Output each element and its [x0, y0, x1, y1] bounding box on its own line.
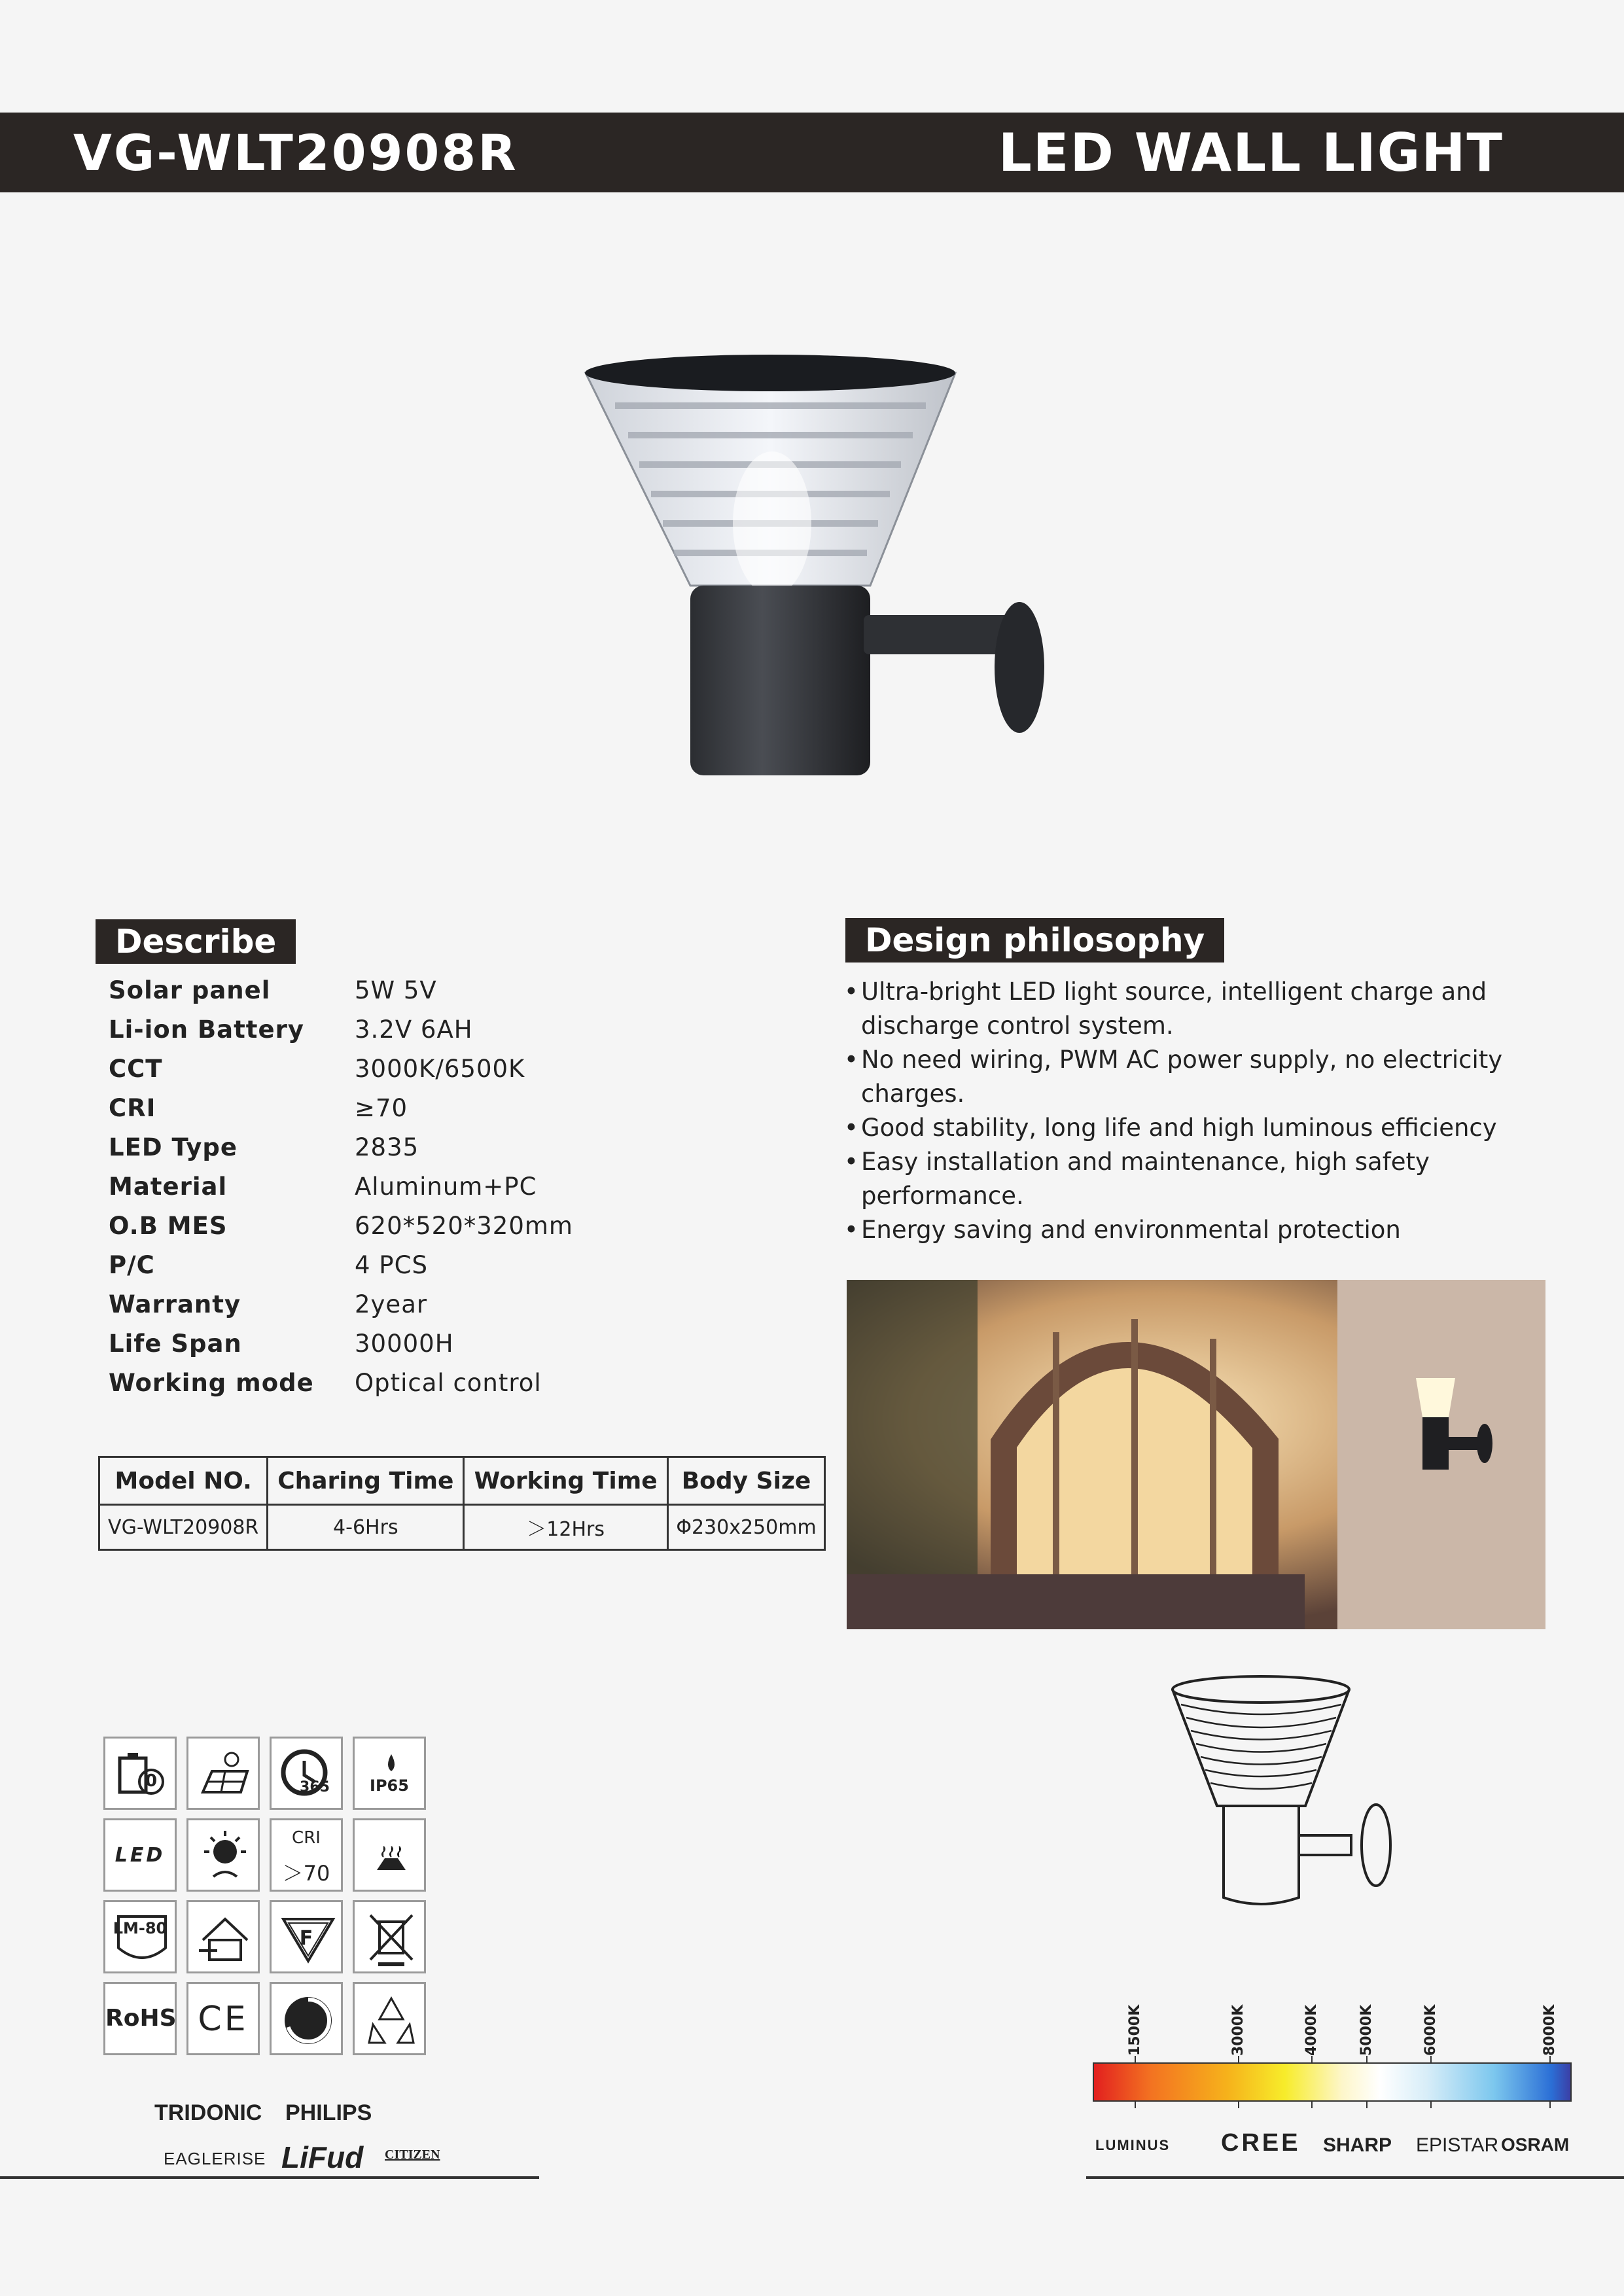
cct-tick-label: 8000K	[1542, 2004, 1558, 2056]
table-cell: ＞12Hrs	[464, 1505, 668, 1550]
cct-tick-label: 6000K	[1422, 2004, 1439, 2056]
icon-label: LED	[115, 1844, 166, 1867]
spec-value: 3000K/6500K	[355, 1055, 525, 1083]
brand-citizen: CITIZEN	[385, 2147, 440, 2162]
spec-label: Li-ion Battery	[109, 1016, 304, 1044]
brand-philips: PHILIPS	[285, 2100, 372, 2125]
table-header: Model NO.	[99, 1457, 268, 1505]
line-drawing	[1165, 1675, 1400, 1924]
green-dot-icon-glyph	[272, 1984, 345, 2057]
heat-dissipation-icon	[353, 1818, 426, 1892]
spec-value: 5W 5V	[355, 976, 437, 1004]
spec-label: P/C	[109, 1251, 155, 1279]
divider-left	[0, 2176, 539, 2179]
brand-epistar: EPISTAR	[1416, 2134, 1499, 2156]
icon-sublabel: ＞70	[282, 1861, 330, 1886]
cct-color-bar	[1093, 2062, 1572, 2102]
table-header: Body Size	[668, 1457, 825, 1505]
365-days-icon	[270, 1737, 343, 1810]
spec-value: Optical control	[355, 1369, 542, 1397]
spec-value: 4 PCS	[355, 1251, 428, 1279]
icon-label: F	[299, 1927, 313, 1950]
lm80-icon-glyph	[105, 1902, 179, 1975]
solar-panel-icon-glyph	[188, 1739, 262, 1812]
brand-osram: OSRAM	[1501, 2134, 1570, 2155]
spec-label: Working mode	[109, 1369, 314, 1397]
icon-label: 0	[145, 1771, 158, 1791]
divider-right	[1086, 2176, 1624, 2179]
table-header: Working Time	[464, 1457, 668, 1505]
spec-value: Aluminum+PC	[355, 1173, 537, 1201]
cri-icon	[270, 1818, 343, 1892]
weee-bin-icon-glyph	[355, 1902, 428, 1975]
describe-heading: Describe	[96, 919, 296, 964]
model-table	[98, 1456, 826, 1551]
table-header: Charing Time	[268, 1457, 464, 1505]
icon-label: LM-80	[113, 1919, 168, 1937]
spec-label: Life Span	[109, 1330, 242, 1358]
lm80-icon	[103, 1900, 177, 1973]
brand-lifud: LiFud	[281, 2140, 364, 2174]
table-row	[99, 1505, 825, 1550]
spec-label: Warranty	[109, 1290, 241, 1318]
design-point-text: Energy saving and environmental protection	[861, 1216, 1401, 1244]
bullet-dot: •	[844, 1046, 858, 1074]
heat-dissipation-icon-glyph	[355, 1820, 428, 1894]
design-point-text: Easy installation and maintenance, high safety performance.	[861, 1148, 1430, 1210]
table-cell: Φ230x250mm	[668, 1505, 825, 1550]
brand-eaglerise: EAGLERISE	[164, 2149, 266, 2168]
icon-label: CRI	[292, 1828, 321, 1848]
bullet-dot: •	[844, 978, 858, 1006]
model-number: VG-WLT20908R	[73, 124, 518, 182]
product-photo	[576, 353, 1060, 798]
design-philosophy-heading: Design philosophy	[845, 918, 1224, 963]
365-days-icon-glyph	[272, 1739, 345, 1812]
spec-label: Material	[109, 1173, 228, 1201]
table-cell: 4-6Hrs	[268, 1505, 464, 1550]
design-point-text: No need wiring, PWM AC power supply, no electricity charges.	[861, 1046, 1503, 1108]
recycle-icon	[353, 1982, 426, 2055]
cct-tick-label: 1500K	[1127, 2004, 1143, 2056]
spec-label: CCT	[109, 1055, 163, 1083]
design-point-text: Ultra-bright LED light source, intelligent charge and discharge control system.	[861, 978, 1487, 1040]
spec-value: 2835	[355, 1133, 419, 1161]
icon-label: 365	[300, 1779, 330, 1795]
spec-value: ≥70	[355, 1094, 408, 1122]
icon-label: CE	[198, 2000, 249, 2039]
spec-value: 620*520*320mm	[355, 1212, 573, 1240]
spec-label: CRI	[109, 1094, 156, 1122]
product-category: LED WALL LIGHT	[998, 122, 1504, 183]
installation-photo	[847, 1280, 1545, 1629]
f-mark-icon	[270, 1900, 343, 1973]
ip65-icon-glyph	[355, 1739, 428, 1812]
bullet-dot: •	[844, 1114, 858, 1142]
ce-mark-icon	[186, 1982, 260, 2055]
spec-value: 3.2V 6AH	[355, 1016, 473, 1044]
ip65-icon	[353, 1737, 426, 1810]
brand-cree: CREE	[1221, 2129, 1301, 2157]
green-dot-icon	[270, 1982, 343, 2055]
brand-tridonic: TRIDONIC	[154, 2100, 262, 2125]
outdoor-house-icon	[186, 1900, 260, 1973]
brand-sharp: SHARP	[1323, 2134, 1392, 2156]
cct-tick-label: 4000K	[1303, 2004, 1320, 2056]
outdoor-house-icon-glyph	[188, 1902, 262, 1975]
recycle-icon-glyph	[355, 1984, 428, 2057]
spec-label: Solar panel	[109, 976, 271, 1004]
rohs-icon	[103, 1982, 177, 2055]
battery-zero-icon	[103, 1737, 177, 1810]
bullet-dot: •	[844, 1216, 858, 1244]
led-icon	[103, 1818, 177, 1892]
cct-tick-label: 3000K	[1230, 2004, 1246, 2056]
solar-panel-icon	[186, 1737, 260, 1810]
daylight-sensor-icon-glyph	[188, 1820, 262, 1894]
spec-label: LED Type	[109, 1133, 238, 1161]
design-point-text: Good stability, long life and high luminous efficiency	[861, 1114, 1497, 1142]
cct-tick-label: 5000K	[1358, 2004, 1375, 2056]
icon-label: RoHS	[105, 2005, 177, 2032]
spec-value: 30000H	[355, 1330, 454, 1358]
weee-bin-icon	[353, 1900, 426, 1973]
table-cell: VG-WLT20908R	[99, 1505, 268, 1550]
bullet-dot: •	[844, 1148, 858, 1176]
spec-label: O.B MES	[109, 1212, 228, 1240]
spec-value: 2year	[355, 1290, 428, 1318]
brand-luminus: LUMINUS	[1095, 2137, 1171, 2153]
icon-label: IP65	[370, 1776, 409, 1795]
daylight-sensor-icon	[186, 1818, 260, 1892]
